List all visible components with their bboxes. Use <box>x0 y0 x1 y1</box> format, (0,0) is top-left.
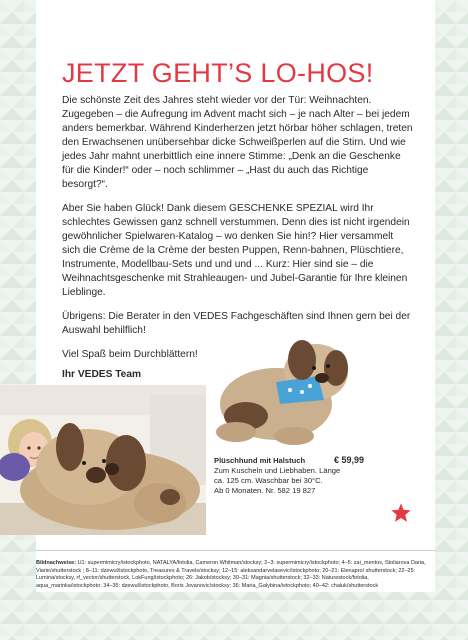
product-description-line: Zum Kuscheln und Liebhaben. Länge <box>214 466 341 475</box>
star-icon <box>390 502 412 524</box>
product-name: Plüschhund mit Halstuch <box>214 456 306 465</box>
product-description-line: ca. 125 cm. Waschbar bei 30°C. <box>214 476 323 485</box>
product-price: € 59,99 <box>333 455 364 465</box>
credits-label: Bildnachweise: <box>36 560 77 566</box>
product-description-line: Ab 0 Monaten. Nr. 582 19 827 <box>214 486 316 495</box>
image-credits <box>36 560 436 590</box>
signature: Ihr VEDES Team <box>62 369 142 380</box>
paragraph: Übrigens: Die Berater in den VEDES Fachgeschäften sind Ihnen gern bei der Auswahl behilflich! <box>62 311 411 336</box>
paragraph: Viel Spaß beim Durchblättern! <box>62 349 198 360</box>
product-caption <box>214 456 364 496</box>
credits-text: U1: supermimicry/istockphoto, NATALYA/fotolia, Cameron Whitman/stocksy; 2–3: supermimicry/istockphoto; 4–5: zai_mentos, Stoliarova Daria, Viarie/shutterstock ; 8–11: dzewul/istockphoto, Treasures & Travels/stocksy; 12–15: aleksandarvelasevic/istockphoto; 20–21: Elenapro/ shutterstock; 22–25: Lumina/stocksy, rf_vector/shutterstock, LokFung/istockphoto; 26: Jakob/stocksy; 30–31: Magnia/shutterstock; 32–33: Naturestock/fotolia, aqua_marinka/istockphoto; 34–35: dzewul/istockphoto, Boris Jovanovic/stocksy; 36: Maria_Galybina/istockphoto; 40–42: chaluk/shutterstock <box>36 560 426 589</box>
intro-text <box>62 94 414 372</box>
product-heading <box>214 456 364 466</box>
paragraph: Die schönste Zeit des Jahres steht wieder vor der Tür: Weihnachten. Zugegeben – die Aufregung im Advent macht sich – je nach Alter – bei jedem anders bemerkbar. Während Kinderherzen jetzt hörbar höher schlagen, treten den Erwachsenen unübersehbar dicke Schweißperlen auf die Stirn. Und wie jedes Jahr mahnt unerbittlich eine innere Stimme: „Denk an die Geschenke für die Kinder!“ oder – noch schlimmer – „Hast du auch das Richtige besorgt?“. <box>62 95 413 190</box>
page-headline: JETZT GEHT’S LO-HOS! <box>62 58 374 88</box>
divider <box>36 550 435 551</box>
paragraph: Aber Sie haben Glück! Dank diesem GESCHENKE SPEZIAL wird Ihr schlechtes Gewissen ganz schnell verstummen. Denn dies ist nicht irgendein gewöhnlicher Spielwaren-Katalog – wo denken Sie hin!? Hier versammelt sich die Crème de la Crème der besten Puppen, Renn-bahnen, Plüschtiere, Instrumente, Modellbau-Sets und und und ... Kurz: Hier sind sie – die Weihnachtsgeschenke mit Strahleaugen- und Jubel-Garantie für Ihre kleinen Lieblinge. <box>62 203 410 298</box>
plush-dog-product-image <box>206 332 360 450</box>
child-with-plush-dog-photo <box>0 385 206 535</box>
